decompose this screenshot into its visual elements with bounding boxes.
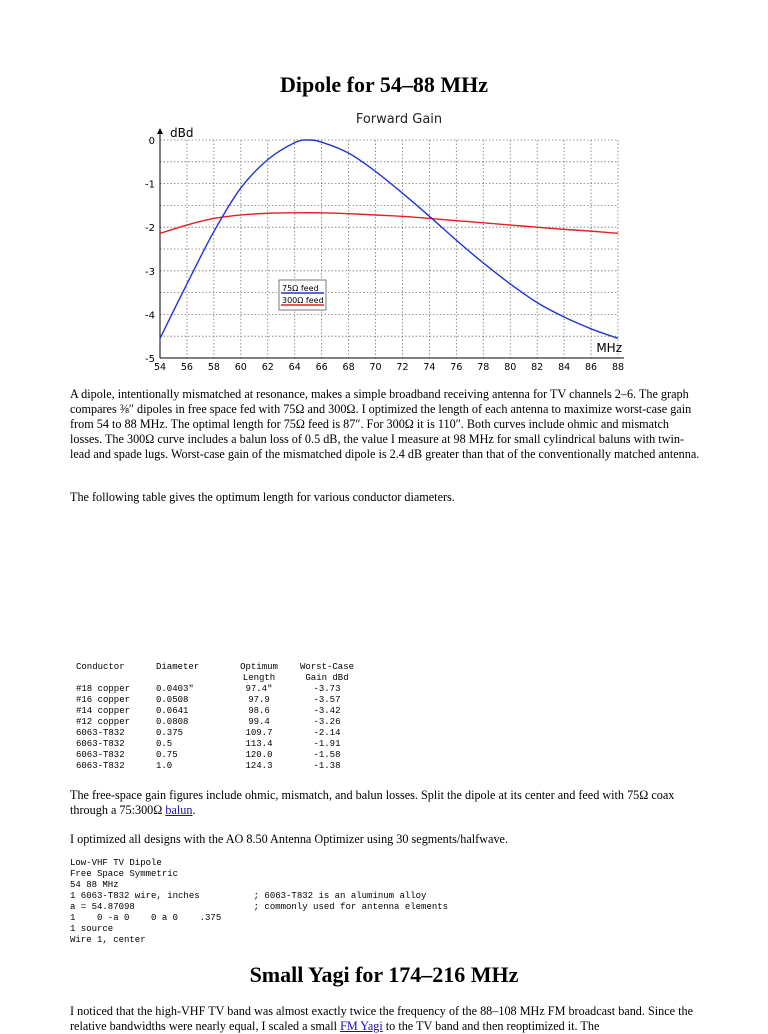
cell-gain: -3.42 [313,706,341,716]
cell-gain: -1.91 [313,739,341,749]
x-tick-label: 88 [611,362,625,373]
cell-diameter: 1.0 [156,761,173,771]
cell-gain: -1.58 [313,750,341,760]
cell-gain: -3.26 [313,717,341,727]
cell-length: 99.4 [248,717,270,727]
x-tick-label: 54 [153,362,167,373]
x-tick-label: 72 [396,362,409,373]
x-tick-label: 66 [315,362,328,373]
legend-label: 300Ω feed [282,296,324,305]
y-axis-label: dBd [170,126,194,140]
table-row [70,750,362,761]
cell-length: 113.4 [245,739,273,749]
fm-yagi-link[interactable]: FM Yagi [340,1019,383,1033]
table-header-row [70,662,362,684]
header-conductor: Conductor [76,662,125,672]
x-tick-label: 68 [342,362,355,373]
cell-diameter: 0.0641 [156,706,189,716]
y-tick-label: -4 [145,310,155,322]
cell-diameter: 0.75 [156,750,178,760]
cell-diameter: 0.375 [156,728,184,738]
cell-diameter: 0.0403" [156,684,194,694]
x-tick-label: 84 [558,362,571,373]
x-tick-label: 60 [234,362,247,373]
cell-conductor: #12 copper [76,717,131,727]
table-row [70,717,362,728]
cell-length: 120.0 [245,750,273,760]
x-tick-label: 76 [450,362,463,373]
legend-label: 75Ω feed [282,284,319,293]
header-diameter: Diameter [156,662,200,672]
cell-length: 97.4" [245,684,273,694]
code-line: Free Space Symmetric [70,869,179,879]
optimizer-paragraph: I optimized all designs with the AO 8.50 Antenna Optimizer using 30 segments/halfwave. [70,832,508,846]
code-line: 1 6063-T832 wire, inches ; 6063-T832 is an aluminum alloy [70,891,427,901]
cell-diameter: 0.0508 [156,695,189,705]
series-75-ohm-feed [160,140,618,338]
losses-paragraph: The free-space gain figures include ohmic, mismatch, and balun losses. Split the dipole at its center and feed with 75Ω coax through a 75:300Ω balun. [70,788,675,817]
y-tick-label: -1 [145,179,155,191]
code-line: 54 88 MHz [70,880,119,890]
y-axis-arrow [157,128,163,134]
cell-length: 98.6 [248,706,270,716]
cell-length: 124.3 [245,761,273,771]
x-tick-label: 78 [477,362,490,373]
code-line: Wire 1, center [70,935,146,945]
cell-diameter: 0.0808 [156,717,189,727]
intro-paragraph: A dipole, intentionally mismatched at resonance, makes a simple broadband receiving antenna for TV channels 2–6. The graph compares ⅜″ dipoles in free space fed with 75Ω and 300Ω. I optimized the length of each antenna to maximize worst-case gain from 54 to 88 MHz. The optimal length for 75Ω feed is 87″. For 300Ω it is 110″. Both curves include ohmic and mismatch losses. The 300Ω curve includes a balun loss of 0.5 dB, the value I measure at 98 MHz for small cylindrical baluns with twin-lead and spade lugs. Worst-case gain of the mismatched dipole is 2.4 dB greater than that of the conventionally matched antenna. [70,387,700,461]
series-300-ohm-feed [160,213,618,234]
cell-conductor: 6063-T832 [76,728,125,738]
forward-gain-chart [140,108,630,374]
cell-gain: -3.57 [313,695,341,705]
y-tick-label: -5 [145,354,155,365]
x-tick-label: 64 [288,362,301,373]
code-line: 1 0 -a 0 0 a 0 .375 [70,913,222,923]
x-tick-label: 82 [531,362,544,373]
table-row [70,761,362,772]
table-intro-paragraph: The following table gives the optimum length for various conductor diameters. [70,490,455,504]
table-row [70,706,362,717]
cell-gain: -2.14 [313,728,341,738]
cell-length: 97.9 [248,695,270,705]
section-title-yagi: Small Yagi for 174–216 MHz [249,962,519,987]
header-worst-case-gain: Worst-Case Gain dBd [299,662,354,683]
x-tick-label: 80 [504,362,517,373]
x-tick-label: 86 [585,362,598,373]
x-tick-label: 62 [261,362,274,373]
conductor-table [70,662,362,772]
cell-conductor: 6063-T832 [76,761,125,771]
cell-conductor: #14 copper [76,706,131,716]
x-tick-label: 58 [207,362,220,373]
cell-gain: -1.38 [313,761,341,771]
x-tick-label: 56 [180,362,193,373]
cell-length: 109.7 [245,728,273,738]
cell-conductor: 6063-T832 [76,739,125,749]
chart-title: Forward Gain [355,112,443,127]
x-tick-label: 70 [369,362,382,373]
code-line: 1 source [70,924,114,934]
code-line: Low-VHF TV Dipole [70,858,162,868]
code-line: a = 54.87098 ; commonly used for antenna elements [70,902,449,912]
cell-gain: -3.73 [313,684,341,694]
cell-conductor: 6063-T832 [76,750,125,760]
table-row [70,695,362,706]
x-tick-label: 74 [423,362,436,373]
cell-diameter: 0.5 [156,739,173,749]
table-row [70,684,362,695]
antenna-model-code [70,858,448,946]
balun-link[interactable]: balun [165,803,193,817]
x-axis-label: MHz [596,341,622,355]
header-optimum-length: Optimum Length [240,662,278,683]
y-tick-label: -3 [145,266,155,278]
cell-conductor: #16 copper [76,695,131,705]
yagi-paragraph: I noticed that the high-VHF TV band was almost exactly twice the frequency of the 88–108 MHz FM broadcast band. Since the relative bandwidths were nearly equal, I scaled a small FM Yagi to the TV band and then reoptimized it. The [70,1004,693,1033]
y-tick-label: -2 [145,223,155,235]
table-row [70,739,362,750]
table-row [70,728,362,739]
cell-conductor: #18 copper [76,684,131,694]
page-title: Dipole for 54–88 MHz [280,72,488,97]
y-tick-label: 0 [148,136,155,147]
